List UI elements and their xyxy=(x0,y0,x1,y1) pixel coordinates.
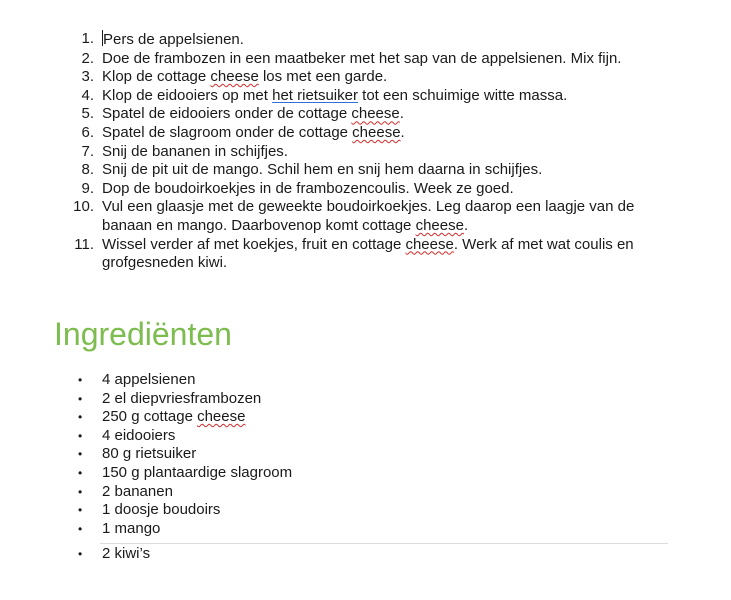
recipe-step xyxy=(0,30,662,50)
text-run: 4 appelsienen xyxy=(102,371,196,388)
ingredient-text: 2 kiwi’s xyxy=(102,545,151,562)
ingredients-list xyxy=(0,371,292,538)
ingredient-item xyxy=(0,445,292,464)
ingredients-heading: Ingrediënten xyxy=(54,316,232,352)
step-number: 10. xyxy=(73,198,94,216)
step-text[interactable] xyxy=(102,143,288,160)
recipe-step xyxy=(0,180,662,199)
text-run: Pers de appelsienen. xyxy=(103,31,244,48)
bullet-icon: • xyxy=(78,484,83,499)
bullet-icon: • xyxy=(78,503,83,518)
text-run: Snij de pit uit de mango. Schil hem en snij hem daarna in schijfjes. xyxy=(102,161,543,179)
text-run: Dop de boudoirkoekjes in de frambozencoulis. Week ze goed. xyxy=(102,179,514,197)
text-run: Spatel de eidooiers onder de cottage xyxy=(102,105,352,123)
misspelled-word: cheese xyxy=(210,68,259,86)
ingredient-item xyxy=(0,501,292,520)
ingredient-text[interactable] xyxy=(102,427,175,444)
text-run: Spatel de slagroom onder de cottage xyxy=(102,123,353,141)
step-number: 1. xyxy=(81,30,94,47)
text-run: Klop de cottage xyxy=(102,68,211,86)
ingredient-text[interactable] xyxy=(102,483,173,500)
step-text[interactable] xyxy=(102,161,542,178)
step-text[interactable] xyxy=(102,87,567,104)
ingredient-item xyxy=(0,464,292,483)
text-run: tot een schuimige witte massa. xyxy=(357,86,568,104)
ingredient-item-kiwi xyxy=(0,545,150,564)
text-run: 80 g rietsuiker xyxy=(102,445,197,463)
ingredient-text[interactable] xyxy=(102,520,160,537)
step-text[interactable] xyxy=(102,50,621,67)
recipe-step xyxy=(0,105,662,124)
ingredient-text[interactable] xyxy=(102,445,196,462)
text-run: . xyxy=(400,123,405,141)
step-text[interactable] xyxy=(102,124,405,141)
text-run: 250 g cottage xyxy=(102,408,198,426)
misspelled-word: cheese xyxy=(351,105,400,123)
ingredient-item xyxy=(0,390,292,409)
misspelled-word: cheese xyxy=(415,216,464,234)
recipe-step xyxy=(0,236,662,273)
ingredient-item xyxy=(0,427,292,446)
text-run: 4 eidooiers xyxy=(102,426,176,444)
page-divider xyxy=(100,543,668,544)
text-run: Doe de frambozen in een maatbeker met het sap van de appelsienen. Mix fijn. xyxy=(102,49,622,67)
recipe-step xyxy=(0,161,662,180)
ingredient-item xyxy=(0,520,292,539)
step-text[interactable] xyxy=(102,105,404,122)
recipe-step xyxy=(0,198,662,235)
text-run: 2 bananen xyxy=(102,482,173,500)
bullet-icon: • xyxy=(78,547,83,561)
bullet-icon: • xyxy=(78,465,83,480)
ingredient-item xyxy=(0,371,292,390)
recipe-step xyxy=(0,143,662,162)
step-number: 5. xyxy=(81,105,94,123)
recipe-step xyxy=(0,124,662,143)
step-number: 9. xyxy=(81,179,94,197)
ingredient-text[interactable] xyxy=(102,501,220,518)
text-run: Snij de bananen in schijfjes. xyxy=(102,142,288,160)
step-text[interactable] xyxy=(102,198,634,234)
bullet-icon: • xyxy=(78,391,83,406)
step-number: 11. xyxy=(74,235,94,253)
bullet-icon: • xyxy=(78,521,83,536)
recipe-step xyxy=(0,87,662,106)
text-run: 150 g plantaardige slagroom xyxy=(102,463,293,481)
text-run: 2 el diepvriesframbozen xyxy=(102,389,262,407)
step-number: 3. xyxy=(81,68,94,86)
bullet-icon: • xyxy=(78,428,83,443)
recipe-step xyxy=(0,50,662,69)
ingredient-item xyxy=(0,408,292,427)
ingredient-text[interactable] xyxy=(102,464,292,481)
text-run: . Werk af met wat coulis en grofgesneden kiwi. xyxy=(102,235,634,272)
step-text[interactable] xyxy=(102,31,244,48)
text-run: 1 doosje boudoirs xyxy=(102,501,221,519)
step-text[interactable] xyxy=(102,180,514,197)
text-run: 1 mango xyxy=(102,519,161,537)
recipe-step xyxy=(0,68,662,87)
bullet-icon: • xyxy=(78,410,83,425)
misspelled-word: cheese xyxy=(197,408,246,426)
step-number: 2. xyxy=(81,49,94,67)
text-run: Vul een glaasje met de geweekte boudoirkoekjes. Leg daarop een laagje van de banaan en mango. Daarbovenop komt cottage xyxy=(102,198,635,234)
ingredient-text[interactable] xyxy=(102,408,245,425)
ingredient-item xyxy=(0,483,292,502)
text-run: los met een garde. xyxy=(258,68,388,86)
ingredient-text[interactable] xyxy=(102,371,195,388)
bullet-icon: • xyxy=(78,447,83,462)
step-number: 4. xyxy=(81,86,94,104)
step-text[interactable] xyxy=(102,68,387,85)
step-number: 6. xyxy=(81,123,94,141)
text-run: Wissel verder af met koekjes, fruit en cottage xyxy=(102,235,406,253)
text-run: Klop de eidooiers op met xyxy=(102,86,273,104)
text-run: . xyxy=(463,216,469,234)
recipe-steps-list xyxy=(0,30,662,273)
step-number: 8. xyxy=(81,161,94,179)
step-text[interactable] xyxy=(102,236,634,272)
misspelled-word: cheese xyxy=(352,123,401,141)
misspelled-word: cheese xyxy=(405,235,454,253)
bullet-icon: • xyxy=(78,373,83,387)
grammar-flagged-text: het rietsuiker xyxy=(272,86,358,104)
text-run: . xyxy=(399,105,404,123)
ingredient-text[interactable] xyxy=(102,390,261,407)
step-number: 7. xyxy=(81,142,94,160)
